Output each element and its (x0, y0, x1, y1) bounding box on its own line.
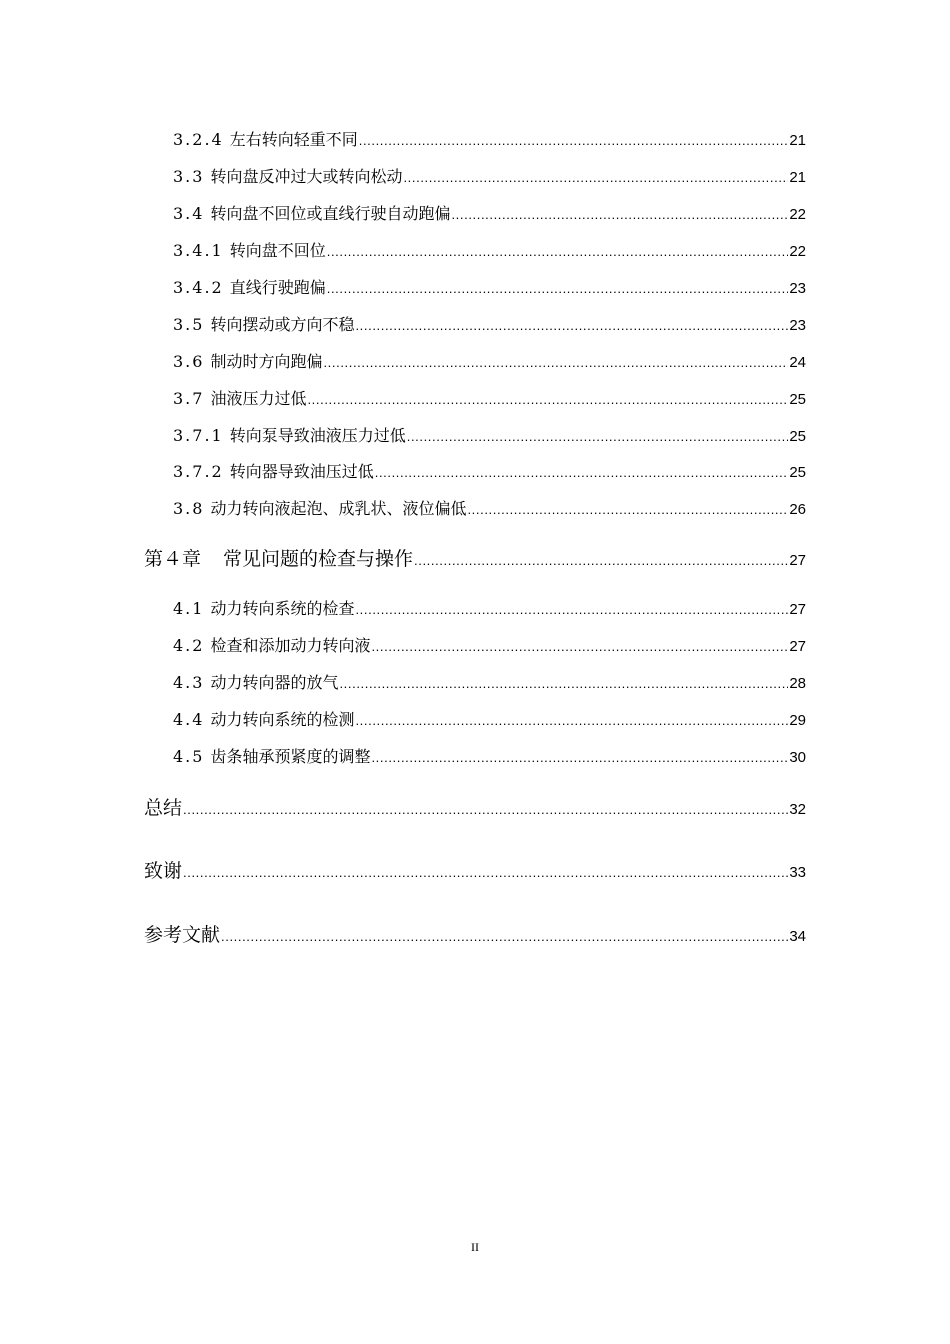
toc-entry-number: 4.2 (173, 636, 205, 655)
toc-entry[interactable] (173, 670, 806, 693)
toc-entry-title: 转向盘反冲过大或转向松动 (210, 167, 403, 186)
toc-entry[interactable] (173, 423, 806, 446)
toc-leader-dots (339, 676, 788, 691)
toc-entry-page: 25 (789, 391, 806, 408)
toc-entry-page: 32 (789, 801, 806, 818)
toc-leader-dots (451, 207, 788, 222)
toc-leader-dots (327, 281, 789, 296)
toc-leader-dots (355, 318, 788, 333)
toc-chapter-title: 参考文献 (144, 924, 221, 946)
toc-entry-title: 动力转向系统的检测 (210, 710, 355, 729)
toc-entry[interactable] (173, 127, 806, 150)
toc-entry-title: 转向泵导致油液压力过低 (229, 426, 406, 445)
toc-leader-dots (327, 244, 789, 259)
toc-entry-title: 制动时方向跑偏 (210, 352, 323, 371)
toc-leader-dots (467, 502, 788, 517)
toc-entry[interactable] (173, 496, 806, 519)
toc-summary-entry[interactable] (144, 793, 806, 820)
toc-entry-page: 28 (789, 675, 806, 692)
toc-leader-dots (371, 639, 788, 654)
page-number: II (471, 1240, 479, 1254)
toc-entry-page: 22 (789, 243, 806, 260)
toc-entry[interactable] (173, 349, 806, 372)
toc-entry-page: 21 (789, 169, 806, 186)
toc-entry-page: 21 (789, 132, 806, 149)
toc-entry[interactable] (173, 596, 806, 619)
toc-entry-title: 油液压力过低 (210, 389, 307, 408)
toc-entry[interactable] (173, 238, 806, 261)
toc-entry[interactable] (173, 744, 806, 767)
toc-entry-page: 34 (789, 928, 806, 945)
toc-entry-title: 动力转向器的放气 (210, 673, 339, 692)
toc-entry-page: 23 (789, 280, 806, 297)
toc-leader-dots (307, 392, 788, 407)
toc-leader-dots (183, 802, 788, 817)
toc-entry-page: 30 (789, 749, 806, 766)
toc-entry[interactable] (173, 386, 806, 409)
toc-entry[interactable] (173, 164, 806, 187)
toc-entry-title: 直线行驶跑偏 (229, 278, 326, 297)
toc-entry-number: 3.6 (173, 352, 205, 371)
toc-entry-title: 转向摆动或方向不稳 (210, 315, 355, 334)
toc-entry[interactable] (173, 201, 806, 224)
toc-references-entry[interactable] (144, 920, 806, 947)
toc-chapter-title: 常见问题的检查与操作 (223, 548, 414, 570)
toc-entry[interactable] (173, 312, 806, 335)
toc-entry-number: 3.4 (173, 204, 205, 223)
toc-entry-page: 23 (789, 317, 806, 334)
toc-chapter-title: 总结 (144, 797, 183, 819)
toc-entry-number: 3.3 (173, 167, 205, 186)
toc-leader-dots (414, 553, 788, 568)
toc-leader-dots (355, 602, 788, 617)
toc-entry-title: 左右转向轻重不同 (229, 130, 358, 149)
toc-leader-dots (221, 929, 788, 944)
toc-entry-page: 29 (789, 712, 806, 729)
toc-entry-title: 转向盘不回位 (229, 241, 326, 260)
toc-entry-page: 27 (789, 638, 806, 655)
toc-entry-number: 4.3 (173, 673, 205, 692)
toc-entry-title: 转向器导致油压过低 (229, 462, 374, 481)
toc-entry-number: 3.7 (173, 389, 205, 408)
toc-entry-number: 3.7.1 (173, 426, 224, 445)
toc-chapter-title: 致谢 (144, 860, 183, 882)
toc-leader-dots (183, 865, 788, 880)
toc-leader-dots (375, 465, 789, 480)
toc-leader-dots (371, 750, 788, 765)
toc-leader-dots (323, 355, 788, 370)
toc-chapter-number: 第４章 (144, 548, 202, 570)
toc-entry-page: 26 (789, 501, 806, 518)
toc-entry-number: 4.4 (173, 710, 205, 729)
toc-entry-number: 3.4.2 (173, 278, 224, 297)
toc-entry-page: 22 (789, 206, 806, 223)
toc-entry-number: 3.5 (173, 315, 205, 334)
toc-entry-number: 3.7.2 (173, 462, 224, 481)
toc-leader-dots (407, 429, 789, 444)
toc-entry-title: 动力转向系统的检查 (210, 599, 355, 618)
toc-leader-dots (359, 133, 789, 148)
toc-entry-page: 27 (789, 552, 806, 569)
toc-entry-page: 27 (789, 601, 806, 618)
toc-entry-number: 3.2.4 (173, 130, 224, 149)
toc-entry-title: 动力转向液起泡、成乳状、液位偏低 (210, 499, 467, 518)
toc-entry-number: 4.5 (173, 747, 205, 766)
toc-entry-number: 3.4.1 (173, 241, 224, 260)
toc-leader-dots (355, 713, 788, 728)
toc-entry[interactable] (173, 707, 806, 730)
toc-chapter-entry[interactable] (144, 544, 806, 571)
toc-entry-page: 25 (789, 464, 806, 481)
toc-entry-page: 25 (789, 428, 806, 445)
toc-entry[interactable] (173, 275, 806, 298)
toc-entry[interactable] (173, 459, 806, 482)
toc-entry-page: 24 (789, 354, 806, 371)
toc-entry-number: 4.1 (173, 599, 205, 618)
toc-leader-dots (403, 170, 788, 185)
toc-entry-number: 3.8 (173, 499, 205, 518)
toc-acknowledgement-entry[interactable] (144, 856, 806, 883)
toc-entry-title: 转向盘不回位或直线行驶自动跑偏 (210, 204, 451, 223)
toc-entry[interactable] (173, 633, 806, 656)
toc-entry-title: 检查和添加动力转向液 (210, 636, 371, 655)
toc-entry-title: 齿条轴承预紧度的调整 (210, 747, 371, 766)
toc-entry-page: 33 (789, 864, 806, 881)
